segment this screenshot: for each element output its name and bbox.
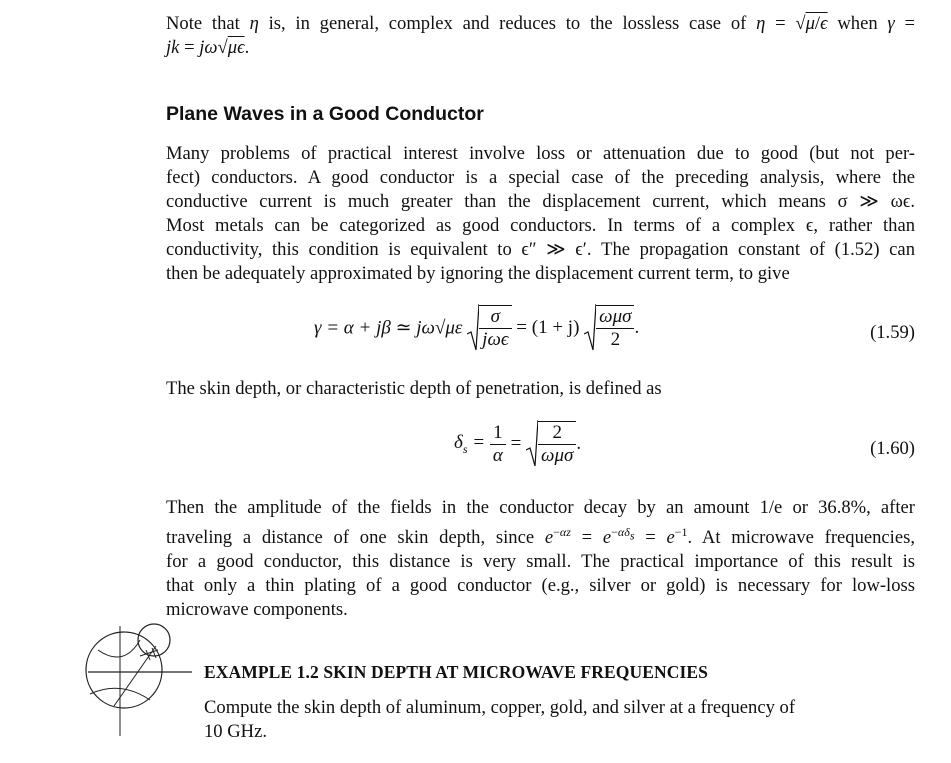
para2-line: traveling a distance of one skin depth, since $e^{-\alpha z} = e^{-\alpha\delta_s} = e^{-1}$. At microwave frequencies, [166, 525, 915, 549]
intro-line-1: Note that η is, in general, complex and reduces to the lossless case of η = √μ/ϵ when γ = [166, 13, 916, 34]
intro-paragraph [166, 12, 915, 60]
intro-line-2: jk = jω√μϵ. [166, 37, 250, 58]
radical-sign-icon [526, 420, 538, 468]
para2-line: microwave components. [166, 599, 348, 621]
example-body-line: Compute the skin depth of aluminum, copper, gold, and silver at a frequency of [204, 697, 796, 718]
equation-number-1-59: (1.59) [870, 322, 915, 343]
eq2-sqrt [526, 420, 576, 468]
equation-1-59-expression: γ = α + jβ ≃ jω√με $\frac{\sigma}{\text{jωϵ}}$ = (1 + j) $\frac{\text{ωμσ}}{2}$ . [314, 306, 640, 350]
eq2-frac2-num: 2 [538, 422, 576, 445]
radical-sign-icon [584, 304, 596, 352]
eq1-frac1-num: σ [479, 306, 511, 329]
eq1-lhs: γ = α + jβ ≃ jω√με [314, 317, 463, 339]
eq1-frac2-den: 2 [610, 329, 621, 350]
para1-line: fect) conductors. A good conductor is a special case of the preceding analysis, where the [166, 167, 915, 188]
section-heading: Plane Waves in a Good Conductor [166, 103, 484, 125]
example-body [204, 696, 904, 744]
radical-sign-icon [467, 304, 479, 352]
eq1-sqrt-2 [584, 304, 634, 352]
eq1-frac2-num: ωμσ [596, 306, 634, 329]
eq2-frac1-den: α [492, 444, 503, 466]
equation-1-60 [166, 416, 915, 480]
example-heading: EXAMPLE 1.2 SKIN DEPTH AT MICROWAVE FREQUENCIES [204, 662, 709, 682]
amplitude-paragraph [166, 496, 915, 622]
eq2-lhs: $\delta_s$ = [454, 431, 486, 456]
equation-1-59 [166, 300, 915, 364]
para1-line: Most metals can be categorized as good conductors. In terms of a complex ϵ, rather than [166, 215, 915, 236]
para1-line: conductivity, this condition is equivalent to ϵ″ ≫ ϵ′. The propagation constant of (1.52) can [166, 239, 915, 260]
para1-line: Many problems of practical interest involve loss or attenuation due to good (but not per- [166, 143, 915, 164]
para1-line: conductive current is much greater than the displacement current, which means σ ≫ ωϵ. [166, 191, 915, 212]
smith-chart-icon [80, 620, 195, 740]
eq1-frac1-den: jωϵ [482, 329, 509, 350]
eq1-mid: = (1 + j) [516, 317, 580, 338]
para2-line: that only a thin plating of a good conductor (e.g., silver or gold) is necessary for low-loss [166, 575, 915, 597]
eq1-sqrt-1 [467, 304, 511, 352]
eq2-frac2-den: ωμσ [541, 445, 574, 466]
equation-number-1-60: (1.60) [870, 438, 915, 459]
para2-line: Then the amplitude of the fields in the conductor decay by an amount 1/e or 36.8%, after [166, 497, 915, 518]
eq2-frac-1 [490, 422, 506, 467]
para1-line: then be adequately approximated by ignoring the displacement current term, to give [166, 263, 790, 284]
good-conductor-paragraph [166, 142, 915, 286]
equation-1-60-expression: $\delta_s$ = $\frac{1}{\alpha}$ = $\frac{2}{\text{ωμσ}}$ . [454, 421, 582, 466]
skin-depth-intro: The skin depth, or characteristic depth of penetration, is defined as [166, 378, 662, 399]
para2-line: for a good conductor, this distance is very small. The practical importance of this result is [166, 551, 915, 573]
example-body-line: 10 GHz. [204, 721, 267, 742]
eq2-frac1-num: 1 [490, 422, 506, 445]
